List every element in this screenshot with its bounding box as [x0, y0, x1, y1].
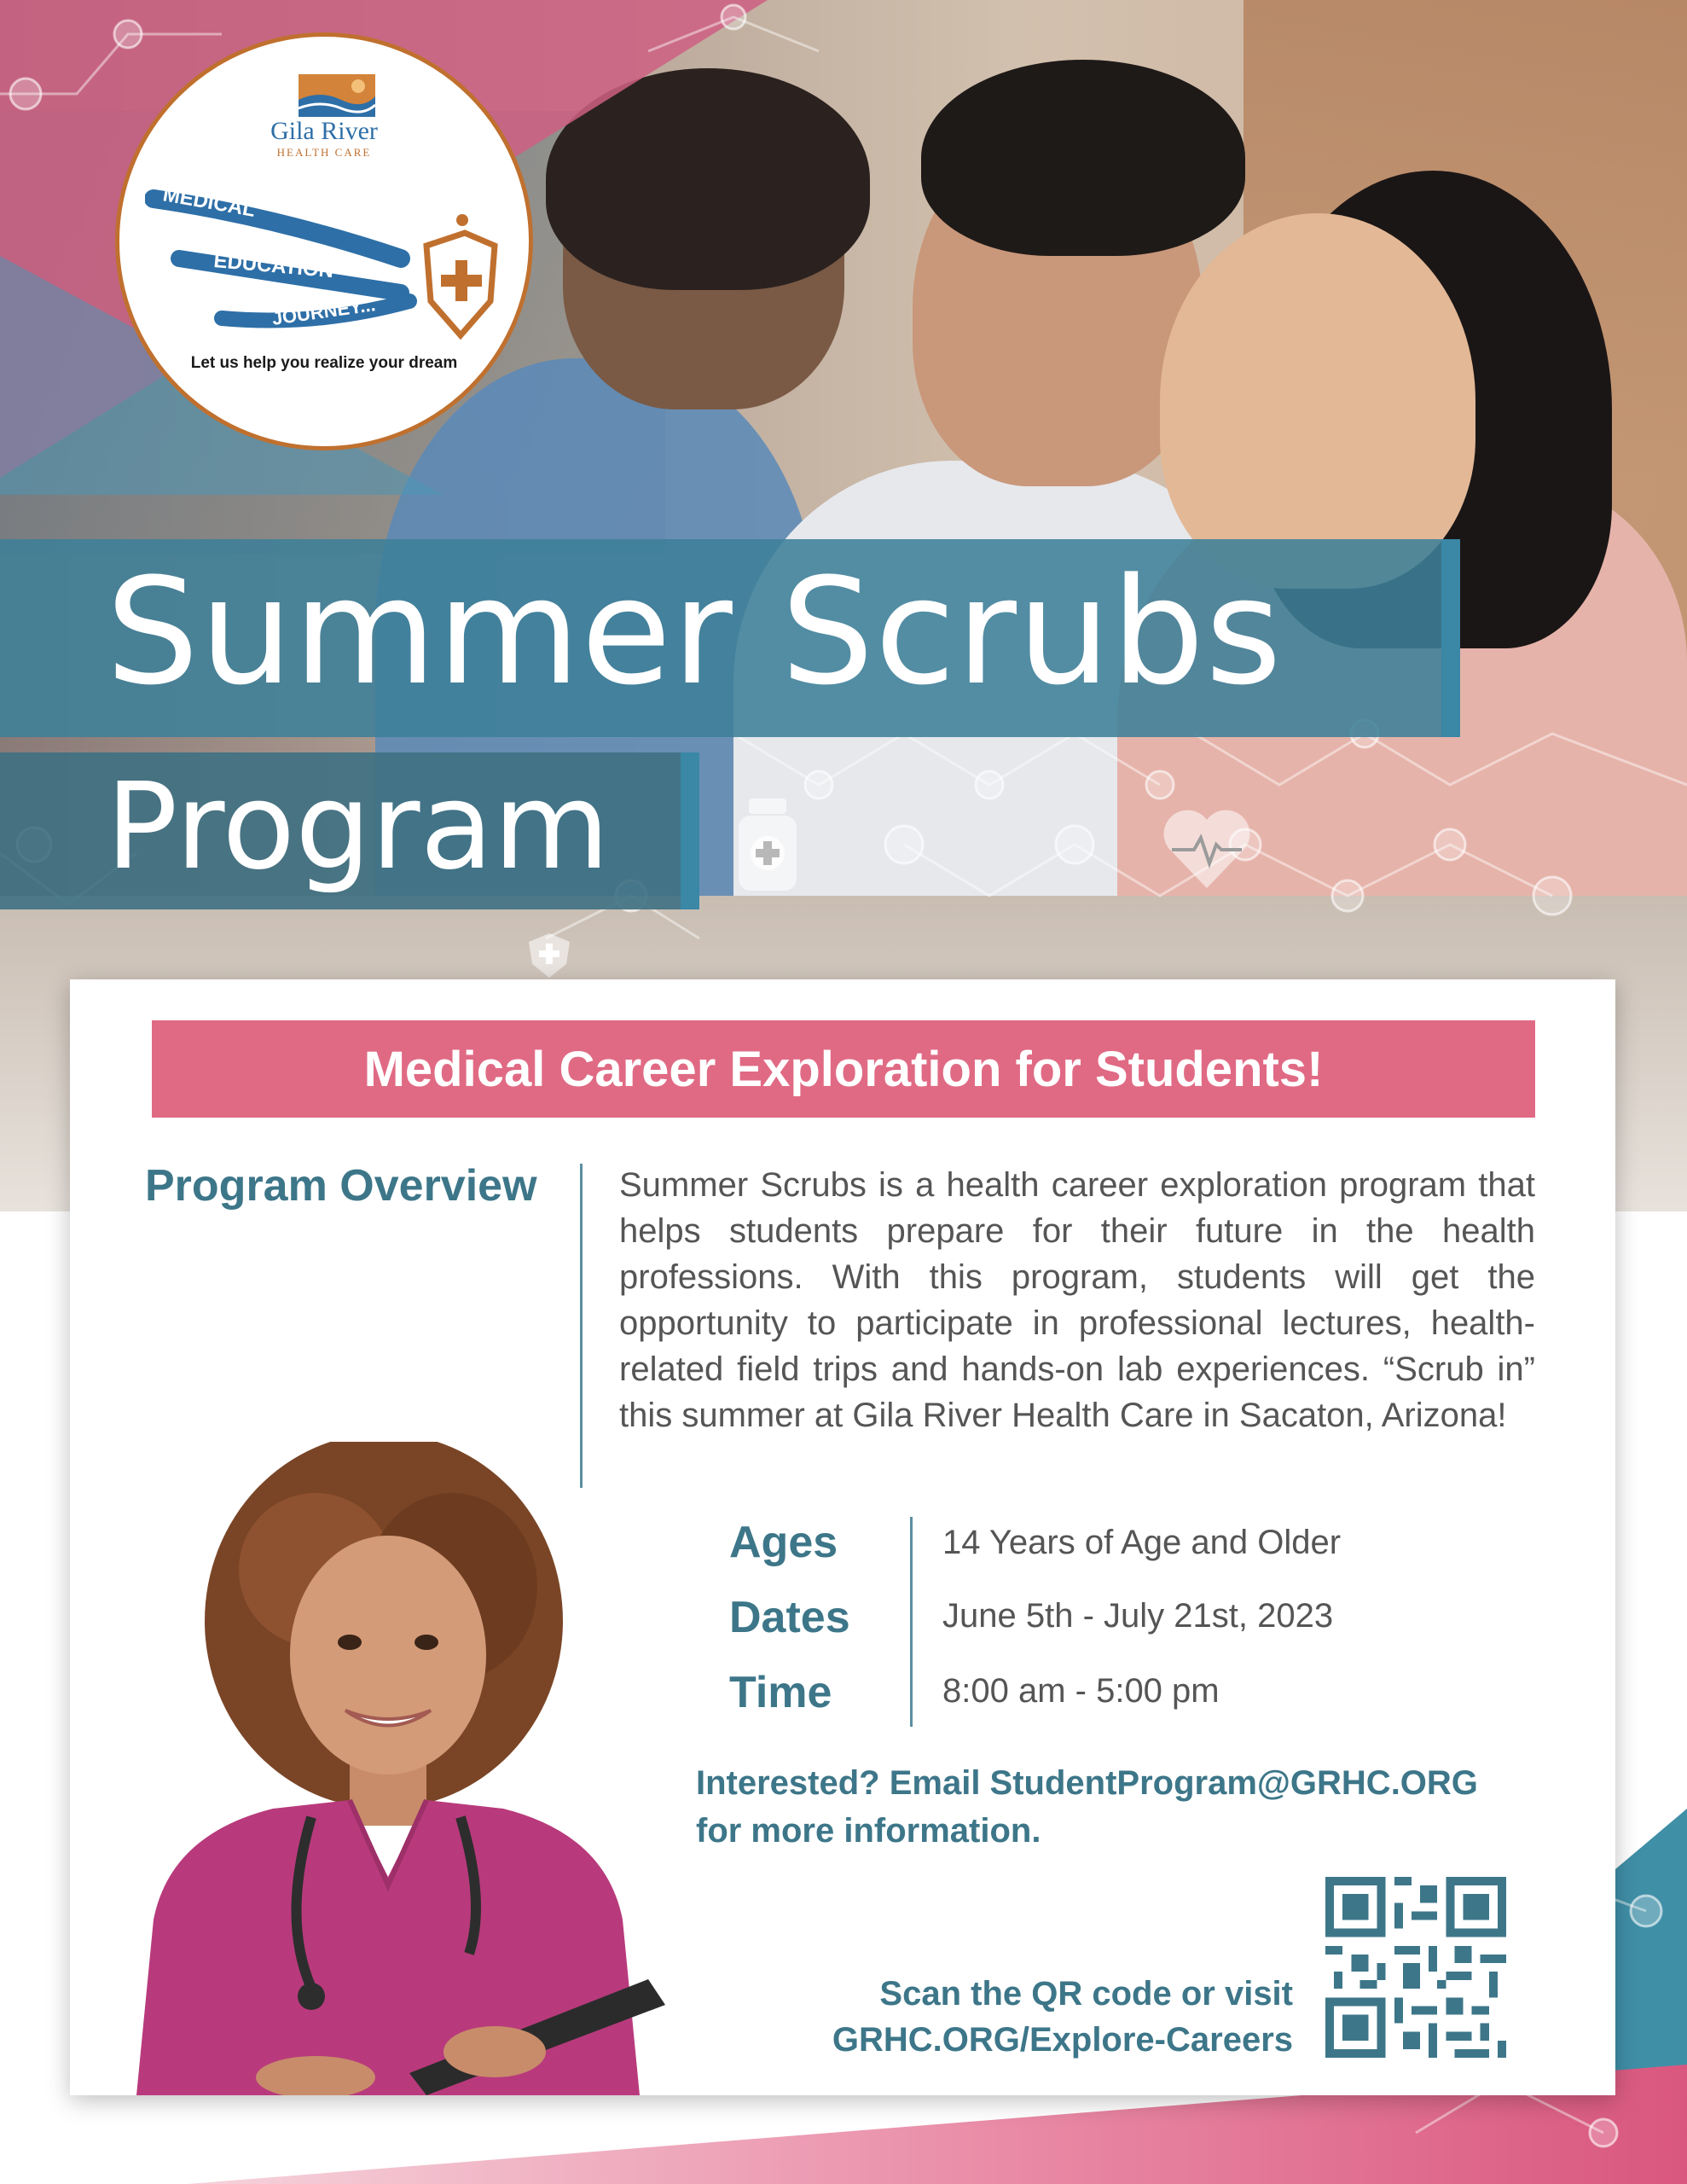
medical-shield-icon — [524, 930, 575, 981]
medical-education-journey-mark — [145, 165, 503, 361]
logo-wave-text-3: JOURNEY... — [270, 293, 377, 329]
scan-link[interactable]: GRHC.ORG/Explore-Careers — [832, 2021, 1293, 2059]
dates-value: June 5th - July 21st, 2023 — [942, 1597, 1334, 1635]
nurse-photo — [102, 1442, 716, 2095]
time-label: Time — [729, 1668, 832, 1717]
subtitle: Medical Career Exploration for Students! — [363, 1041, 1324, 1097]
heartbeat-icon — [1160, 807, 1254, 892]
details-divider — [910, 1517, 913, 1727]
logo-wave-text-2: EDUCATION — [212, 249, 335, 283]
title-banner-1-edge — [1441, 539, 1460, 737]
logo-badge — [115, 32, 533, 450]
overview-heading: Program Overview — [145, 1161, 537, 1211]
scan-cta — [768, 1971, 1293, 2063]
contact-info — [696, 1759, 1478, 1855]
title-banner-2-edge — [681, 752, 699, 909]
time-value: 8:00 am - 5:00 pm — [942, 1672, 1220, 1710]
pill-bottle-icon — [733, 799, 802, 892]
page-title-line-1: Summer Scrubs — [106, 546, 1283, 717]
subtitle-banner — [152, 1020, 1535, 1118]
overview-divider — [580, 1164, 583, 1488]
student-3-head — [1160, 213, 1475, 589]
ages-value: 14 Years of Age and Older — [942, 1524, 1342, 1561]
scan-line-1: Scan the QR code or visit — [879, 1975, 1293, 2013]
logo-tagline: Let us help you realize your dream — [190, 354, 458, 372]
overview-body: Summer Scrubs is a health career exploration program that helps students prepare for their future in the health professions. With this program, students will get the opportunity to participate in professional lectures, health-related field trips and hands-on lab experiences. “Scrub in” this summer at Gila River Health Care in Sacaton, Arizona! — [619, 1166, 1535, 1434]
student-2-hair — [921, 60, 1245, 256]
page-title-line-2: Program — [106, 758, 610, 897]
logo-brand-name: Gila River — [270, 117, 378, 145]
contact-line-2: for more information. — [696, 1812, 1041, 1850]
logo-brand-sub: HEALTH CARE — [276, 146, 372, 159]
contact-line-1[interactable]: Interested? Email StudentProgram@GRHC.ORG — [696, 1764, 1478, 1802]
logo-wave-text-1: MEDICAL — [160, 183, 258, 222]
dates-label: Dates — [729, 1593, 850, 1642]
gila-river-logo-mark — [299, 74, 375, 117]
ages-label: Ages — [729, 1518, 838, 1567]
qr-code[interactable] — [1325, 1877, 1506, 2058]
